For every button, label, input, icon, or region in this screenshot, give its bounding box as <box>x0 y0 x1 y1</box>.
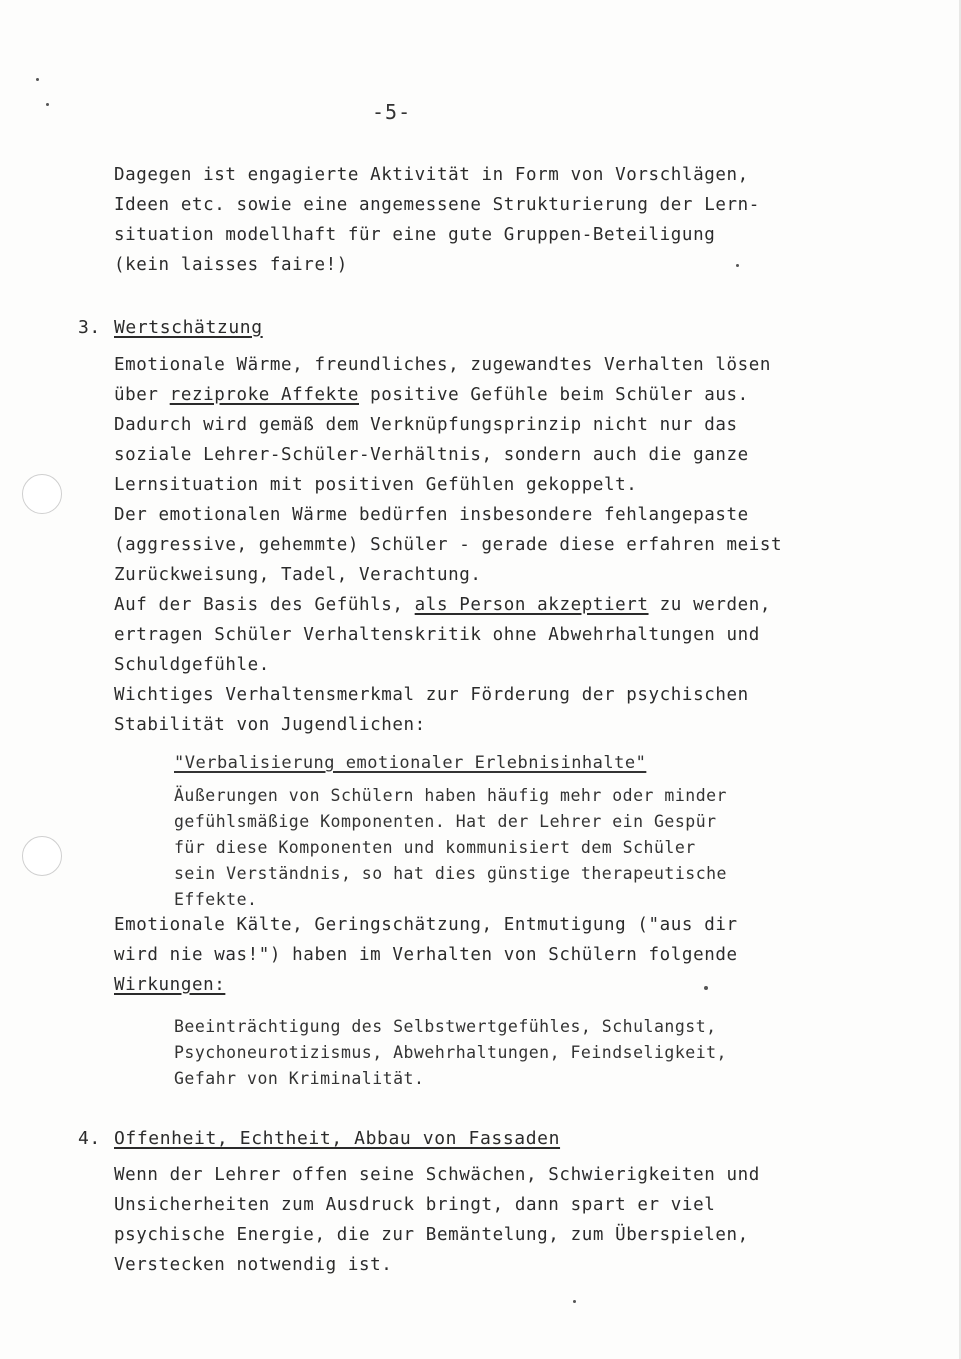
underlined-phrase: als Person akzeptiert <box>414 595 649 615</box>
text-line <box>114 680 874 710</box>
text-segment: (aggressive, gehemmte) Schüler - gerade diese erfahren meist <box>114 535 783 555</box>
speck <box>46 103 49 106</box>
text-line: Gefahr von Kriminalität. <box>174 1069 425 1088</box>
text-line: Beeinträchtigung des Selbstwertgefühles, Schulangst, <box>174 1017 717 1036</box>
text-line: Wenn der Lehrer offen seine Schwächen, Schwierigkeiten und <box>114 1165 760 1185</box>
text-line <box>114 350 874 380</box>
text-line: Psychoneurotizismus, Abwehrhaltungen, Feindseligkeit, <box>174 1043 727 1062</box>
intro-paragraph <box>114 160 874 280</box>
text-segment: Zurückweisung, Tadel, Verachtung. <box>114 565 482 585</box>
underlined-phrase: reziproke Affekte <box>169 385 359 405</box>
text-segment: Lernsituation mit positiven Gefühlen gekoppelt. <box>114 475 638 495</box>
punch-hole <box>22 474 62 514</box>
section-3-paragraph <box>114 350 874 740</box>
section-number: 3. <box>78 317 101 338</box>
text-segment: Stabilität von Jugendlichen: <box>114 715 426 735</box>
text-line <box>114 560 874 590</box>
text-line <box>114 620 874 650</box>
effects-label: Wirkungen: <box>114 975 226 995</box>
text-line: Unsicherheiten zum Ausdruck bringt, dann spart er viel <box>114 1195 716 1215</box>
quote-body <box>174 783 874 913</box>
text-segment: positive Gefühle beim Schüler aus. <box>359 385 749 405</box>
text-line: gefühlsmäßige Komponenten. Hat der Lehrer ein Gespür <box>174 812 717 831</box>
text-line <box>114 410 874 440</box>
section-title: Wertschätzung <box>114 317 263 338</box>
quote-heading-wrap <box>174 750 874 776</box>
section-3-heading <box>78 313 263 343</box>
text-line <box>114 710 874 740</box>
text-segment: Dadurch wird gemäß dem Verknüpfungsprinzip nicht nur das <box>114 415 738 435</box>
text-line: wird nie was!") haben im Verhalten von Schülern folgende <box>114 945 738 965</box>
speck <box>36 78 39 81</box>
text-line: Ideen etc. sowie eine angemessene Strukturierung der Lern- <box>114 195 760 215</box>
section-4-heading <box>78 1124 560 1154</box>
section-title: Offenheit, Echtheit, Abbau von Fassaden <box>114 1128 561 1149</box>
text-line: Effekte. <box>174 890 258 909</box>
text-segment: Auf der Basis des Gefühls, <box>114 595 415 615</box>
effects-label-line <box>114 970 874 1000</box>
text-line <box>114 440 874 470</box>
section-4-paragraph <box>114 1160 874 1280</box>
text-line: psychische Energie, die zur Bemäntelung, zum Überspielen, <box>114 1225 749 1245</box>
text-line: (kein laisses faire!) <box>114 255 348 275</box>
speck <box>573 1300 576 1303</box>
text-segment: Emotionale Wärme, freundliches, zugewandtes Verhalten lösen <box>114 355 772 375</box>
text-segment: Schuldgefühle. <box>114 655 270 675</box>
text-segment: Wichtiges Verhaltensmerkmal zur Förderung der psychischen <box>114 685 749 705</box>
text-segment: über <box>114 385 170 405</box>
text-line <box>114 530 874 560</box>
text-segment: Der emotionalen Wärme bedürfen insbesondere fehlangepaste <box>114 505 749 525</box>
section-3-paragraph-2 <box>114 910 874 1000</box>
text-segment: zu werden, <box>648 595 772 615</box>
section-number: 4. <box>78 1128 101 1149</box>
text-line: Emotionale Kälte, Geringschätzung, Entmutigung ("aus dir <box>114 915 738 935</box>
page-number: -5- <box>372 100 412 124</box>
text-line: sein Verständnis, so hat dies günstige therapeutische <box>174 864 727 883</box>
text-line <box>114 650 874 680</box>
text-line: für diese Komponenten und kommunisiert dem Schüler <box>174 838 696 857</box>
text-line: Verstecken notwendig ist. <box>114 1255 393 1275</box>
text-line: Dagegen ist engagierte Aktivität in Form von Vorschlägen, <box>114 165 749 185</box>
effects-list <box>174 1014 874 1092</box>
text-line: situation modellhaft für eine gute Gruppen-Beteiligung <box>114 225 716 245</box>
punch-hole <box>22 836 62 876</box>
text-segment: ertragen Schüler Verhaltenskritik ohne Abwehrhaltungen und <box>114 625 760 645</box>
quote-heading: "Verbalisierung emotionaler Erlebnisinhalte" <box>174 753 647 773</box>
text-segment: soziale Lehrer-Schüler-Verhältnis, sondern auch die ganze <box>114 445 749 465</box>
text-line <box>114 500 874 530</box>
text-line <box>114 380 874 410</box>
text-line <box>114 470 874 500</box>
text-line: Äußerungen von Schülern haben häufig mehr oder minder <box>174 786 727 805</box>
text-line <box>114 590 874 620</box>
